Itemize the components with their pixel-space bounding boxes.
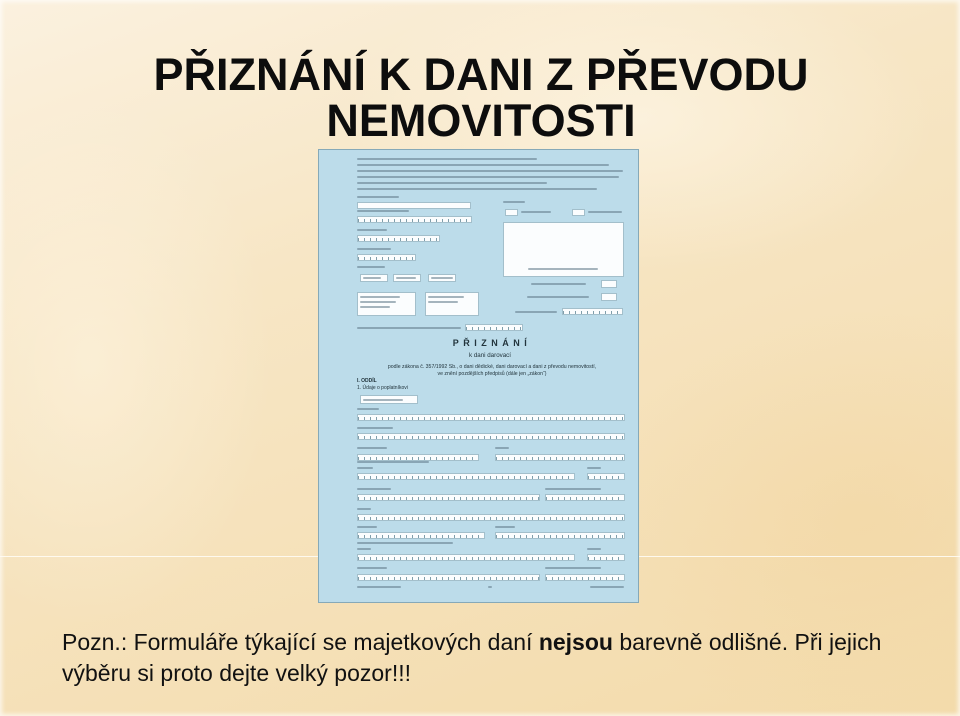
form-illegible-text <box>357 158 537 160</box>
form-illegible-text <box>503 201 525 203</box>
form-illegible-text <box>357 447 387 449</box>
caption-emphasis: nejsou <box>538 629 613 655</box>
form-comb-field <box>357 235 440 242</box>
form-illegible-text <box>357 567 387 569</box>
form-illegible-text <box>357 488 391 490</box>
form-illegible-text <box>363 277 381 279</box>
form-illegible-text <box>357 327 461 329</box>
form-illegible-text <box>495 526 515 528</box>
form-illegible-text <box>357 182 547 184</box>
form-illegible-text <box>587 467 601 469</box>
form-illegible-text <box>360 306 390 308</box>
form-illegible-text <box>357 196 399 198</box>
form-illegible-text <box>545 488 601 490</box>
form-comb-field <box>357 216 472 223</box>
form-comb-field <box>357 433 625 440</box>
form-illegible-text <box>357 176 619 178</box>
form-illegible-text <box>528 268 598 270</box>
form-illegible-text <box>488 586 492 588</box>
form-field-box <box>601 280 617 288</box>
form-illegible-text <box>428 296 464 298</box>
form-illegible-text <box>531 283 586 285</box>
form-illegible-text <box>357 210 409 212</box>
form-comb-field <box>357 454 479 461</box>
form-illegible-text <box>527 296 589 298</box>
slide-caption <box>62 627 902 689</box>
form-illegible-text <box>587 548 601 550</box>
form-comb-field <box>495 532 625 539</box>
form-illegible-text <box>357 408 379 410</box>
form-illegible-text <box>515 311 557 313</box>
form-comb-field <box>545 574 625 581</box>
form-illegible-text <box>360 301 396 303</box>
form-illegible-text <box>357 188 597 190</box>
form-heading: PŘIZNÁNÍ <box>452 338 532 348</box>
form-law-line-2: ve znění pozdějších předpisů (dále jen „zákon“) <box>437 371 547 377</box>
form-comb-field <box>357 514 625 521</box>
form-illegible-text <box>357 229 387 231</box>
form-illegible-text <box>428 301 458 303</box>
form-comb-field <box>587 554 625 561</box>
form-field-box <box>357 202 471 209</box>
form-illegible-text <box>357 586 401 588</box>
form-illegible-text <box>360 296 400 298</box>
form-illegible-text <box>588 211 622 213</box>
form-illegible-text <box>357 427 393 429</box>
form-illegible-text <box>357 467 373 469</box>
form-field-box <box>505 209 518 216</box>
form-illegible-text <box>357 266 385 268</box>
form-illegible-text <box>590 586 624 588</box>
form-illegible-text <box>396 277 416 279</box>
form-comb-field <box>545 494 625 501</box>
form-subheading: k dani darovací <box>469 352 511 359</box>
form-illegible-text <box>357 508 371 510</box>
form-image <box>318 149 639 603</box>
slide-title: PŘIZNÁNÍ K DANI Z PŘEVODU NEMOVITOSTI <box>153 49 809 146</box>
form-section-item: 1. Údaje o poplatníkovi <box>357 385 408 391</box>
form-comb-field <box>357 414 625 421</box>
form-illegible-text <box>357 248 391 250</box>
form-illegible-text <box>357 164 609 166</box>
form-comb-field <box>562 308 623 315</box>
form-law-line-1: podle zákona č. 357/1992 Sb., o dani dědické, dani darovací a dani z převodu nemovitostí, <box>387 364 597 370</box>
form-comb-field <box>357 554 575 561</box>
form-illegible-text <box>431 277 453 279</box>
form-comb-field <box>587 473 625 480</box>
form-illegible-text <box>545 567 601 569</box>
form-illegible-text <box>357 526 377 528</box>
form-illegible-text <box>357 548 371 550</box>
form-illegible-text <box>357 461 429 463</box>
caption-text-start: Pozn.: Formuláře týkající se majetkových daní <box>62 629 539 655</box>
form-comb-field <box>465 324 523 331</box>
form-field-box <box>572 209 585 216</box>
form-field-box <box>601 293 617 301</box>
form-illegible-text <box>363 399 403 401</box>
form-comb-field <box>357 532 485 539</box>
form-comb-field <box>495 454 625 461</box>
form-illegible-text <box>357 542 453 544</box>
form-comb-field <box>357 574 540 581</box>
form-illegible-text <box>357 170 623 172</box>
caption-text-end: barevně odlišné. Při jejich výběru si proto dejte velký pozor!!! <box>62 629 882 686</box>
form-comb-field <box>357 494 540 501</box>
form-illegible-text <box>495 447 509 449</box>
form-illegible-text <box>521 211 551 213</box>
form-comb-field <box>357 473 575 480</box>
form-comb-field <box>357 254 416 261</box>
form-section-title: I. ODDÍL <box>357 378 377 384</box>
